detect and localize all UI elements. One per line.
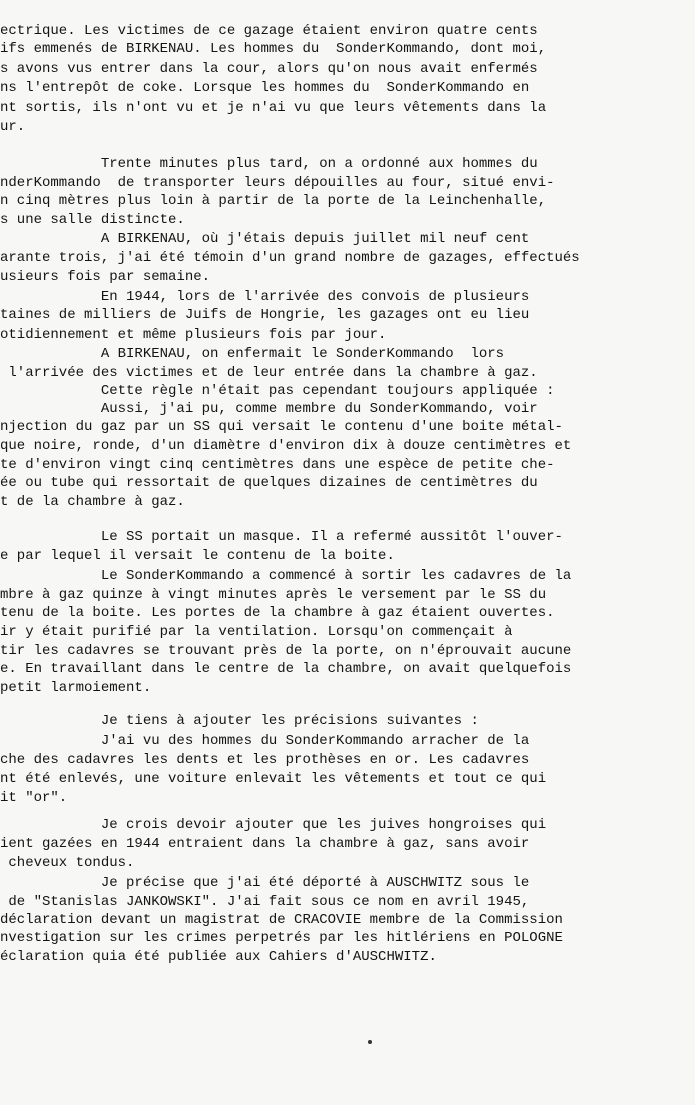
text-line: de "Stanislas JANKOWSKI". J'ai fait sous ce nom en avril 1945, <box>0 894 530 910</box>
text-line: petit larmoiement. <box>0 680 152 696</box>
text-line: e. En travaillant dans le centre de la chambre, on avait quelquefois <box>0 661 572 677</box>
text-line: s avons vus entrer dans la cour, alors qu'on nous avait enfermés <box>0 61 538 77</box>
speck-mark <box>368 1040 372 1044</box>
text-line: cheveux tondus. <box>0 855 135 871</box>
text-line: ur. <box>0 119 26 135</box>
text-line: che des cadavres les dents et les prothèses en or. Les cadavres <box>0 752 530 768</box>
text-line: e par lequel il versait le contenu de la boite. <box>0 548 395 564</box>
text-line: otidiennement et même plusieurs fois par jour. <box>0 327 387 343</box>
text-line: s une salle distincte. <box>0 212 185 228</box>
text-line: te d'environ vingt cinq centimètres dans une espèce de petite che- <box>0 457 555 473</box>
text-line: J'ai vu des hommes du SonderKommando arracher de la <box>0 733 530 749</box>
text-line: Cette règle n'était pas cependant toujours appliquée : <box>0 383 555 399</box>
text-line: tenu de la boite. Les portes de la chambre à gaz étaient ouvertes. <box>0 605 555 621</box>
text-line: ée ou tube qui ressortait de quelques dizaines de centimètres du <box>0 475 538 491</box>
text-line: Je tiens à ajouter les précisions suivantes : <box>0 713 479 729</box>
text-line: Je précise que j'ai été déporté à AUSCHWITZ sous le <box>0 875 530 891</box>
text-line: Le SS portait un masque. Il a refermé aussitôt l'ouver- <box>0 529 563 545</box>
text-line: ifs emmenés de BIRKENAU. Les hommes du SonderKommando, dont moi, <box>0 41 547 57</box>
text-line: nt sortis, ils n'ont vu et je n'ai vu que leurs vêtements dans la <box>0 100 547 116</box>
text-line: mbre à gaz quinze à vingt minutes après le versement par le SS du <box>0 587 547 603</box>
text-line: t de la chambre à gaz. <box>0 494 185 510</box>
text-line: nderKommando de transporter leurs dépouilles au four, situé envi- <box>0 175 555 191</box>
text-line: ectrique. Les victimes de ce gazage étaient environ quatre cents <box>0 23 538 39</box>
text-line: nvestigation sur les crimes perpetrés par les hitlériens en POLOGNE <box>0 930 563 946</box>
text-line: Trente minutes plus tard, on a ordonné aux hommes du <box>0 156 538 172</box>
text-line: taines de milliers de Juifs de Hongrie, les gazages ont eu lieu <box>0 307 530 323</box>
text-line: A BIRKENAU, on enfermait le SonderKommando lors <box>0 346 505 362</box>
text-line: Je crois devoir ajouter que les juives hongroises qui <box>0 817 547 833</box>
text-line: njection du gaz par un SS qui versait le contenu d'une boite métal- <box>0 419 563 435</box>
text-line: it "or". <box>0 790 68 806</box>
text-line: l'arrivée des victimes et de leur entrée dans la chambre à gaz. <box>0 365 538 381</box>
text-line: éclaration quia été publiée aux Cahiers d'AUSCHWITZ. <box>0 949 437 965</box>
text-line: usieurs fois par semaine. <box>0 269 211 285</box>
text-line: En 1944, lors de l'arrivée des convois de plusieurs <box>0 289 530 305</box>
text-line: Le SonderKommando a commencé à sortir les cadavres de la <box>0 568 572 584</box>
text-line: nt été enlevés, une voiture enlevait les vêtements et tout ce qui <box>0 771 547 787</box>
text-line: n cinq mètres plus loin à partir de la porte de la Leinchenhalle, <box>0 193 547 209</box>
text-line: ir y était purifié par la ventilation. Lorsqu'on commençait à <box>0 624 513 640</box>
text-line: A BIRKENAU, où j'étais depuis juillet mil neuf cent <box>0 231 530 247</box>
text-line: Aussi, j'ai pu, comme membre du SonderKommando, voir <box>0 401 538 417</box>
text-line: ient gazées en 1944 entraient dans la chambre à gaz, sans avoir <box>0 836 530 852</box>
text-line: tir les cadavres se trouvant près de la porte, on n'éprouvait aucune <box>0 643 572 659</box>
text-line: déclaration devant un magistrat de CRACOVIE membre de la Commission <box>0 912 563 928</box>
text-line: arante trois, j'ai été témoin d'un grand nombre de gazages, effectués <box>0 250 580 266</box>
text-line: que noire, ronde, d'un diamètre d'environ dix à douze centimètres et <box>0 438 572 454</box>
text-line: ns l'entrepôt de coke. Lorsque les hommes du SonderKommando en <box>0 80 530 96</box>
